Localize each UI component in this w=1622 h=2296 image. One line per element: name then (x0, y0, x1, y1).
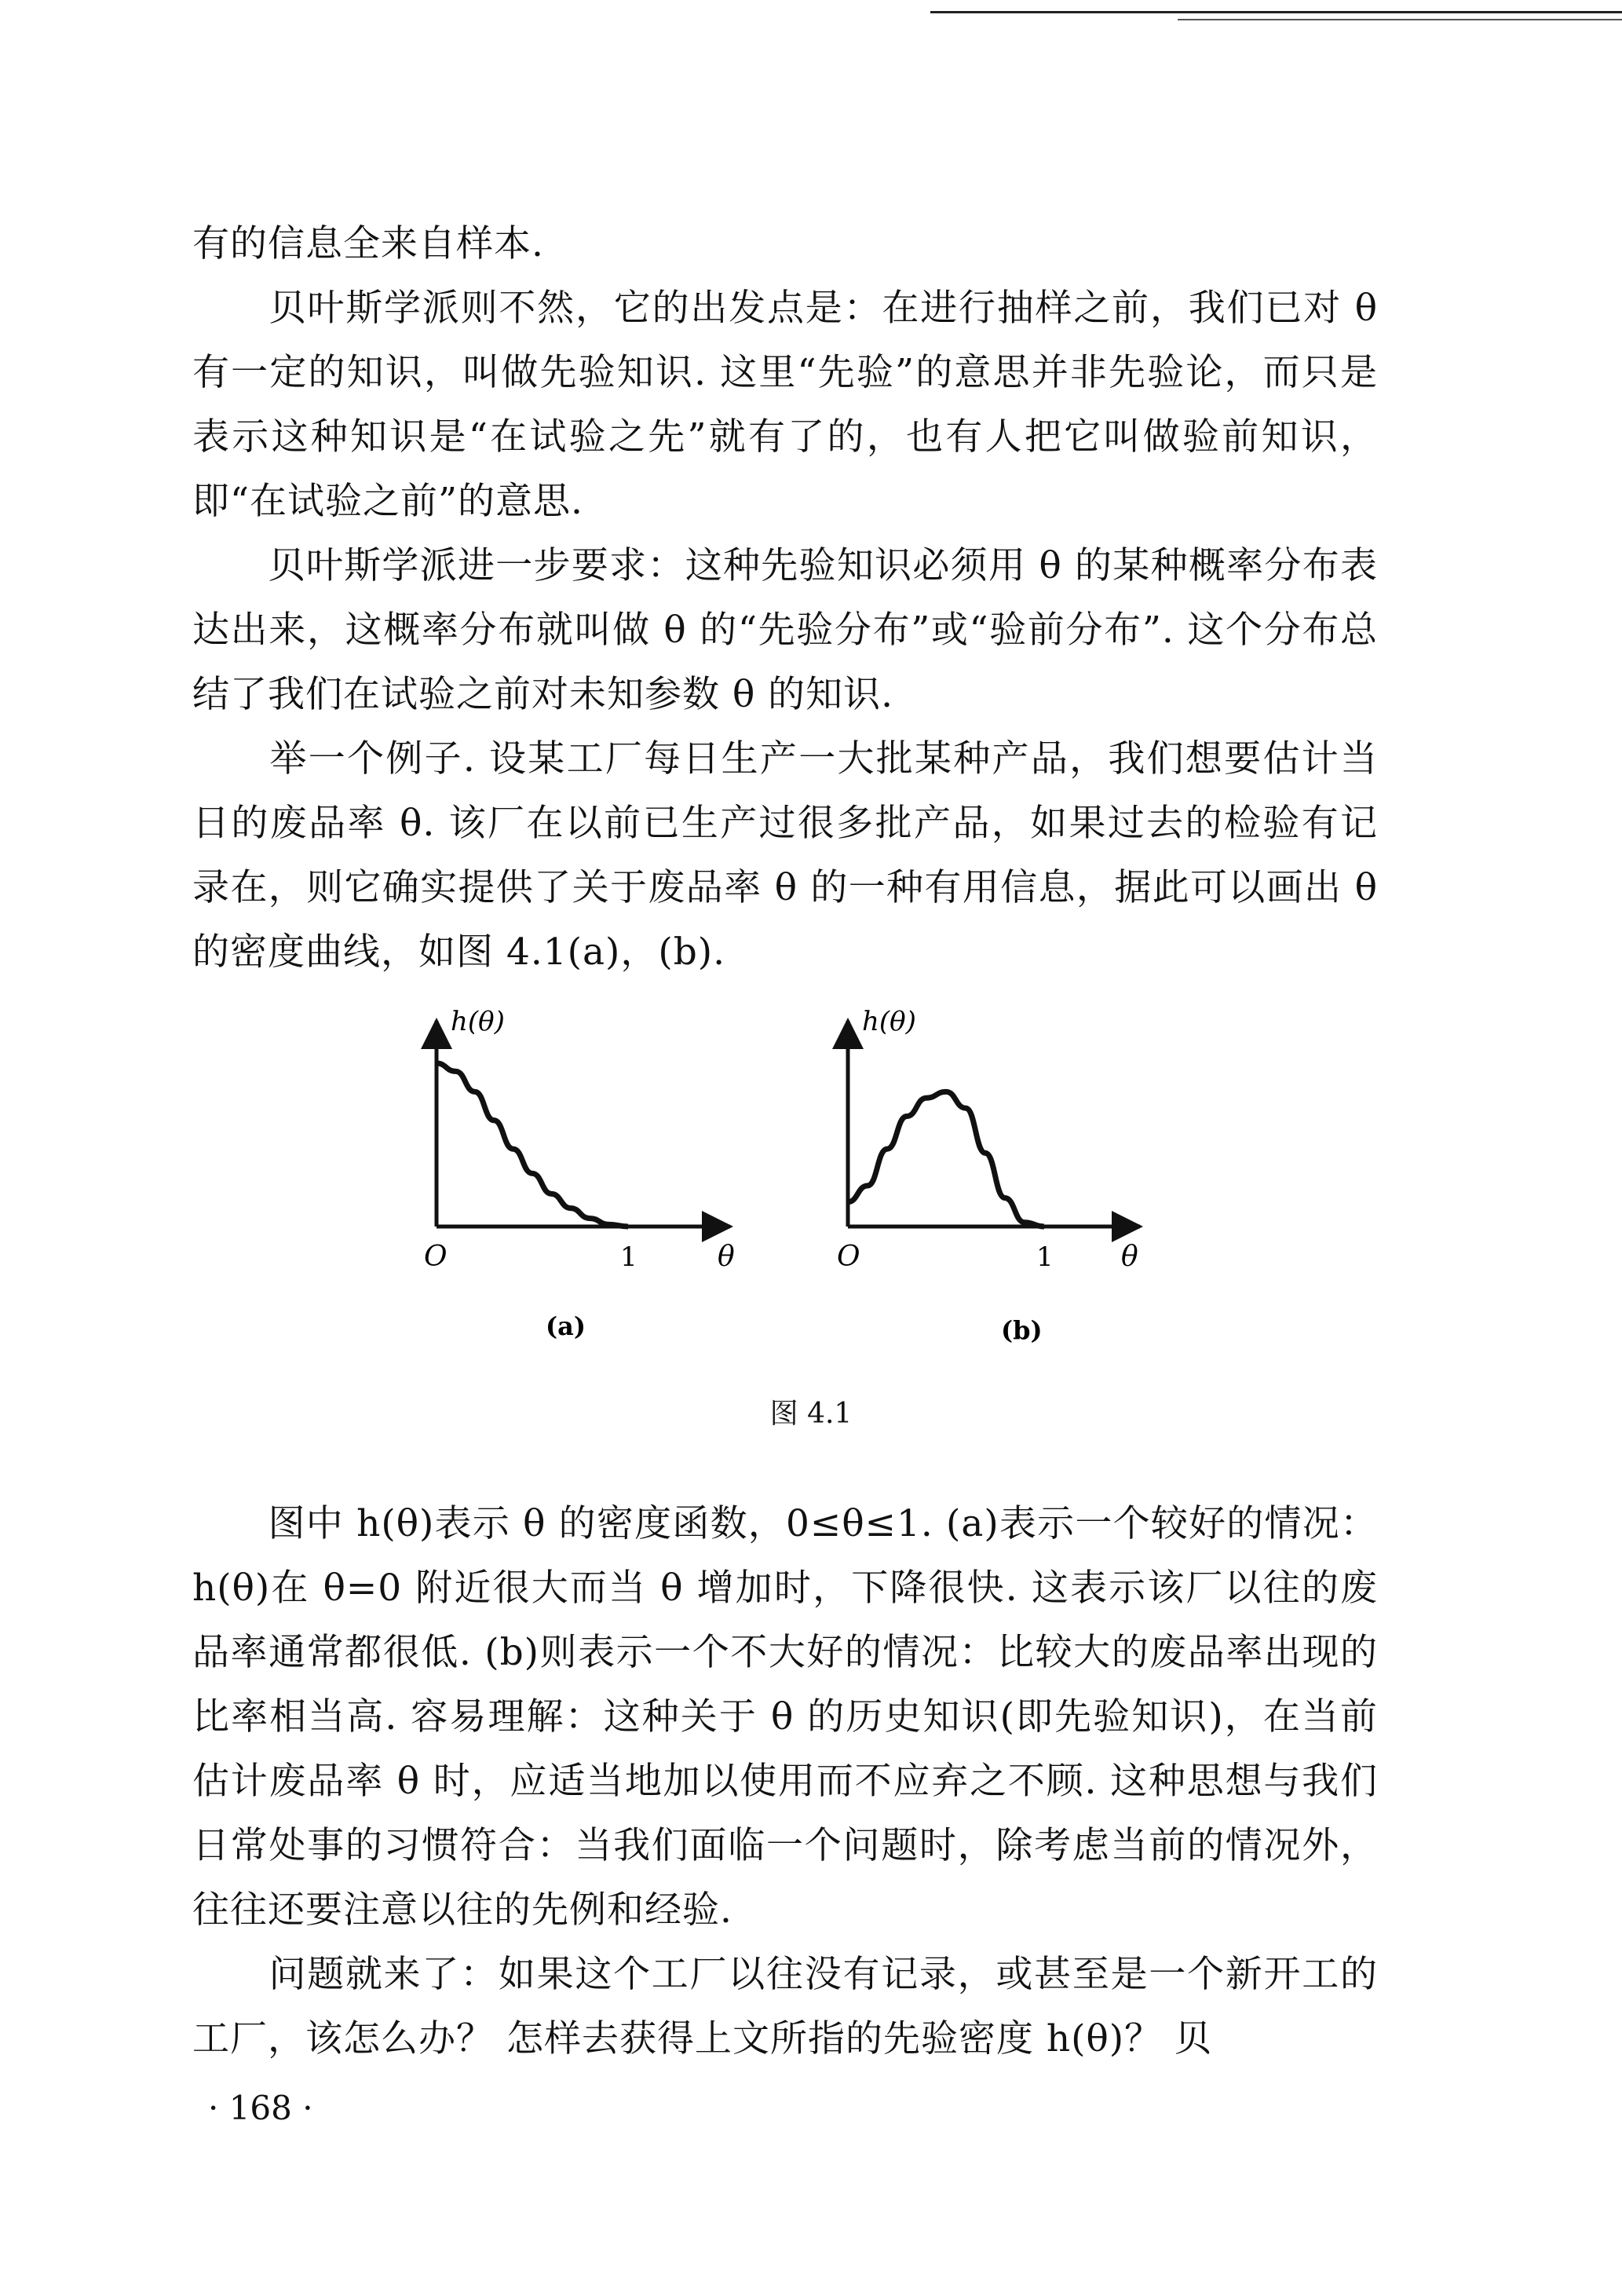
panel-a-y-label: h(θ) (451, 1006, 505, 1037)
figure-caption: 图 4.1 (769, 1398, 853, 1430)
panel-b-x-label: θ (1121, 1241, 1138, 1273)
paragraph-1: 有的信息全来自样本. (192, 222, 544, 265)
panel-b-y-label: h(θ) (862, 1006, 916, 1037)
header-rule-secondary (1178, 19, 1622, 20)
paragraph-4: 举一个例子. 设某工厂每日生产一大批某种产品，我们想要估计当日的废品率 θ. 该厂在以前已生产过很多批产品，如果过去的检验有记录在，则它确实提供了关于废品率 θ 的一种有用信息，据此可以画出 θ 的密度曲线，如图 4.1(a)，(b). (192, 737, 1378, 974)
figure-svg (393, 997, 1178, 1358)
header-rule (930, 11, 1622, 13)
paragraph-3: 贝叶斯学派进一步要求：这种先验知识必须用 θ 的某种概率分布表达出来，这概率分布就叫做 θ 的“先验分布”或“验前分布”. 这个分布总结了我们在试验之前对未知参数 θ 的知识. (192, 544, 1378, 716)
panel-b-label: (b) (1001, 1315, 1043, 1345)
paragraph-2: 贝叶斯学派则不然，它的出发点是：在进行抽样之前，我们已对 θ 有一定的知识，叫做先验知识. 这里“先验”的意思并非先验论，而只是表示这种知识是“在试验之先”就有了的，也有人把它叫做验前知识，即“在试验之前”的意思. (192, 287, 1378, 523)
panel-a-density-curve (437, 1063, 628, 1227)
panel-a-label: (a) (546, 1311, 586, 1341)
paragraph-5: 图中 h(θ)表示 θ 的密度函数，0≤θ≤1. (a)表示一个较好的情况：h(θ)在 θ=0 附近很大而当 θ 增加时，下降很快. 这表示该厂以往的废品率通常都很低. (b)则表示一个不大好的情况：比较大的废品率出现的比率相当高. 容易理解：这种关于 θ 的历史知识(即先验知识)，在当前估计废品率 θ 时，应适当地加以使用而不应弃之不顾. 这种思想与我们日常处事的习惯符合：当我们面临一个问题时，除考虑当前的情况外，往往还要注意以往的先例和经验. (192, 1502, 1378, 1932)
panel-a (424, 1006, 735, 1341)
panel-b-x-tick-label: 1 (1036, 1241, 1054, 1273)
page-number: · 168 · (208, 2089, 313, 2127)
panel-b-density-curve (848, 1091, 1044, 1227)
figure-4-1 (393, 997, 1178, 1358)
panel-a-x-tick-label: 1 (620, 1241, 637, 1273)
panel-a-x-label: θ (718, 1241, 735, 1273)
paragraph-6: 问题就来了：如果这个工厂以往没有记录，或甚至是一个新开工的工厂，该怎么办？ 怎样去获得上文所指的先验密度 h(θ)？ 贝 (192, 1953, 1378, 2060)
panel-b (837, 1006, 1140, 1345)
panel-a-origin-label: O (424, 1241, 448, 1273)
panel-b-origin-label: O (837, 1241, 860, 1273)
